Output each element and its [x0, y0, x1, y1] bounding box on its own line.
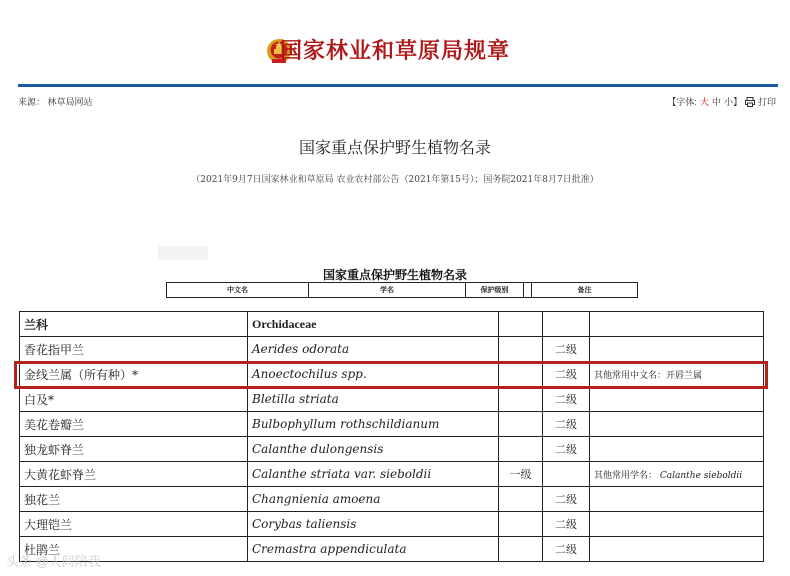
font-medium-link[interactable]: 中: [711, 97, 721, 107]
cell-level-two: [543, 437, 590, 462]
family-row: [20, 312, 764, 337]
cell-level-two: [543, 312, 590, 337]
cell-scientific-name-text: Orchidaceae: [252, 316, 317, 331]
cell-level-two-text: 二级: [555, 443, 577, 456]
cell-remarks: [590, 337, 764, 362]
cell-remarks: [590, 312, 764, 337]
cell-remarks-text: 其他常用学名：: [594, 470, 658, 481]
cell-level-two: [543, 412, 590, 437]
cell-chinese-name-text: 大理铠兰: [24, 517, 73, 532]
cell-remarks: [590, 487, 764, 512]
cell-remarks-text: 其他常用中文名：开唇兰属: [594, 370, 703, 381]
cell-scientific-name: [248, 462, 499, 487]
document-subtitle: （2021年9月7日国家林业和草原局 农业农村部公告（2021年第15号）；国务院2021年8月7日批准）: [191, 175, 599, 185]
table-row: [20, 412, 764, 437]
cell-level-one: [499, 387, 543, 412]
cell-chinese-name: [20, 487, 248, 512]
cell-chinese-name-text: 白及*: [24, 392, 55, 407]
cell-level-one: [499, 337, 543, 362]
cell-level-one: [499, 487, 543, 512]
cell-level-two: [543, 487, 590, 512]
cell-level-two-text: 二级: [555, 343, 577, 356]
cell-level-one: [499, 412, 543, 437]
cell-level-two: [543, 362, 590, 387]
cell-chinese-name-text: 独花兰: [24, 492, 61, 507]
cell-scientific-name-text: Calanthe dulongensis: [252, 442, 384, 456]
faint-artifact: [158, 246, 208, 260]
cell-level-two: [543, 337, 590, 362]
cell-level-two-text: 二级: [555, 543, 577, 556]
table-row: [20, 337, 764, 362]
cell-remarks: [590, 387, 764, 412]
site-title: 国家林业和草原局规章: [279, 38, 510, 64]
print-icon[interactable]: [745, 97, 755, 107]
table-row: [20, 512, 764, 537]
cell-chinese-name-text: 香花指甲兰: [24, 342, 85, 357]
cell-level-two-text: 二级: [555, 493, 577, 506]
font-size-controls: [667, 95, 776, 108]
cell-scientific-name-text: Anoectochilus spp.: [252, 367, 367, 381]
document-title: 国家重点保护野生植物名录: [298, 138, 491, 157]
cell-level-one: [499, 512, 543, 537]
cell-chinese-name: [20, 387, 248, 412]
table-row: [20, 362, 764, 387]
cell-scientific-name-text: Calanthe striata var. sieboldii: [252, 467, 432, 481]
cell-level-one: [499, 462, 543, 487]
print-link[interactable]: 打印: [757, 97, 776, 107]
cell-chinese-name: [20, 462, 248, 487]
font-small-link[interactable]: 小】: [723, 97, 742, 107]
cell-level-two-text: 二级: [555, 368, 577, 381]
cell-remarks: [590, 362, 764, 387]
column-header-scientific-name: 学名: [309, 283, 466, 298]
cell-scientific-name: [248, 487, 499, 512]
cell-scientific-name: [248, 337, 499, 362]
watermark: 头条 @人间陪我: [6, 554, 101, 569]
source-label: 来源： 林草局网站: [18, 97, 93, 107]
cell-chinese-name-text: 兰科: [24, 317, 49, 332]
cell-scientific-name-text: Changnienia amoena: [252, 492, 381, 506]
column-header-spacer: [524, 283, 532, 298]
cell-chinese-name-text: 美花卷瓣兰: [24, 417, 85, 432]
column-header-chinese-name: 中文名: [167, 283, 309, 298]
cell-chinese-name: [20, 512, 248, 537]
cell-scientific-name: [248, 312, 499, 337]
font-size-label: 【字体:: [667, 97, 697, 107]
table-row: [20, 487, 764, 512]
cell-level-two-text: 二级: [555, 418, 577, 431]
cell-chinese-name: [20, 312, 248, 337]
cell-scientific-name: [248, 512, 499, 537]
cell-level-one: [499, 312, 543, 337]
table-row: [20, 462, 764, 487]
cell-level-one: [499, 437, 543, 462]
cell-chinese-name: [20, 437, 248, 462]
cell-scientific-name: [248, 437, 499, 462]
column-header-protection-level: 保护级别: [466, 283, 524, 298]
table-caption: 国家重点保护野生植物名录: [322, 268, 467, 282]
cell-scientific-name-text: Corybas taliensis: [252, 517, 357, 531]
cell-level-two: [543, 387, 590, 412]
cell-remarks: [590, 462, 764, 487]
cell-chinese-name-text: 杜鹃兰: [24, 542, 61, 557]
cell-level-one: [499, 362, 543, 387]
table-row: [20, 387, 764, 412]
cell-chinese-name: [20, 412, 248, 437]
cell-remarks: [590, 437, 764, 462]
cell-chinese-name: [20, 337, 248, 362]
cell-level-one-text: 一级: [509, 468, 532, 481]
cell-chinese-name-text: 金线兰属（所有种）*: [24, 367, 139, 382]
cell-level-two: [543, 512, 590, 537]
cell-scientific-name-text: Bulbophyllum rothschildianum: [252, 417, 440, 431]
alt-scientific-name: Calanthe sieboldii: [659, 470, 743, 481]
cell-chinese-name-text: 独龙虾脊兰: [24, 442, 85, 457]
cell-level-two: [543, 537, 590, 562]
cell-scientific-name: [248, 362, 499, 387]
table-column-header: [166, 282, 638, 298]
cell-level-one: [499, 537, 543, 562]
cell-scientific-name-text: Cremastra appendiculata: [252, 542, 407, 556]
table-row: [20, 437, 764, 462]
cell-scientific-name: [248, 412, 499, 437]
table-row: [20, 537, 764, 562]
cell-level-two: [543, 462, 590, 487]
plant-list-table: [19, 311, 764, 562]
cell-scientific-name-text: Aerides odorata: [252, 342, 350, 356]
cell-remarks: [590, 512, 764, 537]
cell-scientific-name: [248, 387, 499, 412]
cell-level-two-text: 二级: [555, 393, 577, 406]
cell-level-two-text: 二级: [555, 518, 577, 531]
cell-remarks: [590, 412, 764, 437]
header-divider: [18, 84, 778, 87]
cell-chinese-name-text: 大黄花虾脊兰: [24, 467, 97, 482]
cell-scientific-name: [248, 537, 499, 562]
cell-remarks: [590, 537, 764, 562]
cell-chinese-name: [20, 362, 248, 387]
font-large-link[interactable]: 大: [699, 97, 709, 107]
column-header-remarks: 备注: [532, 283, 638, 298]
cell-scientific-name-text: Bletilla striata: [252, 392, 339, 406]
